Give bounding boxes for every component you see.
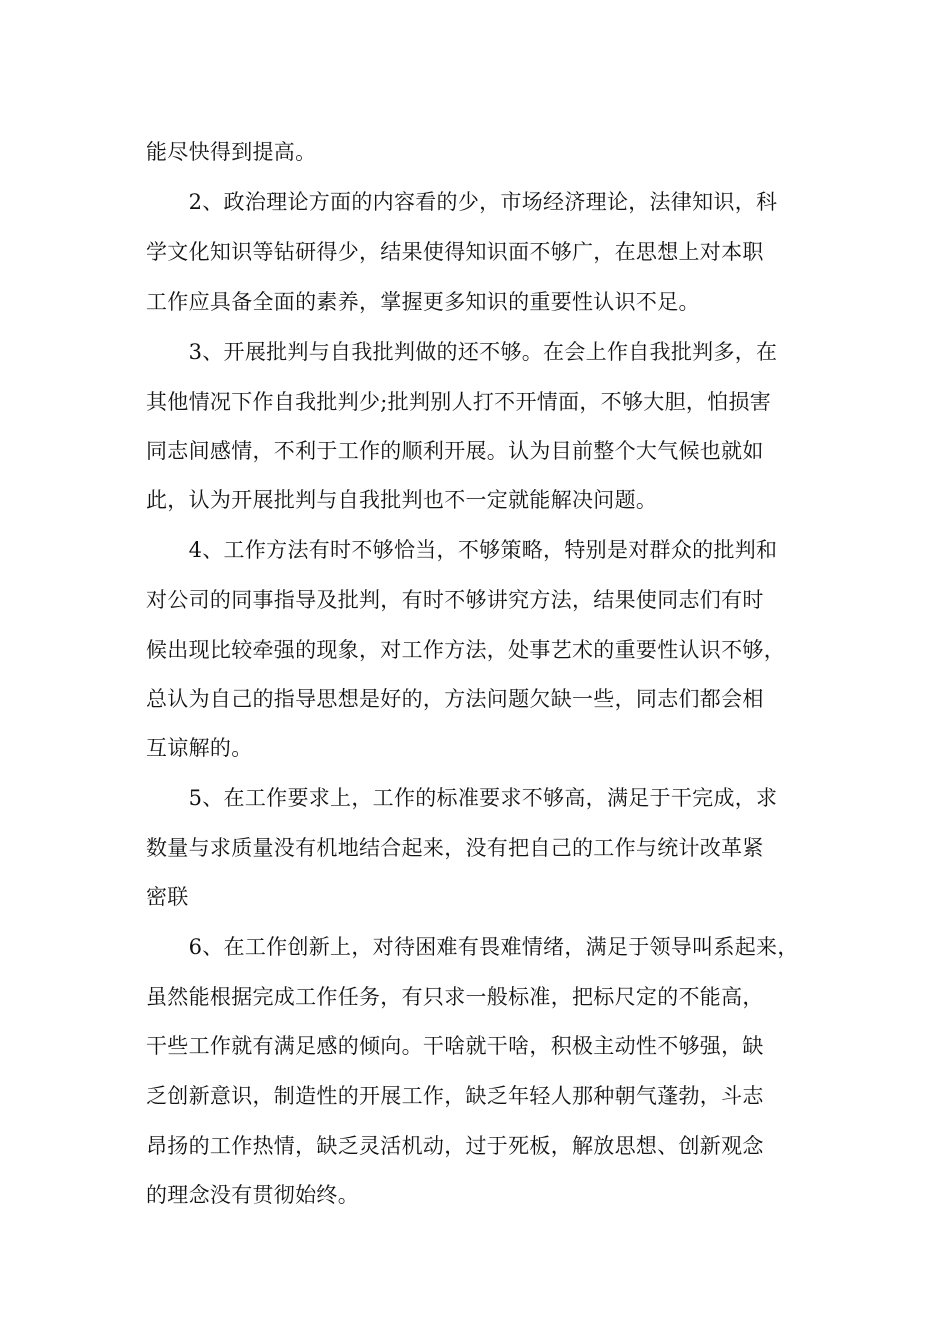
text-line: 昂扬的工作热情，缺乏灵活机动，过于死板，解放思想、创新观念 (146, 1134, 764, 1158)
text-line: 互谅解的。 (146, 736, 253, 760)
text-line: 干些工作就有满足感的倾向。干啥就干啥，积极主动性不够强，缺 (146, 1034, 764, 1058)
text-line: 数量与求质量没有机地结合起来，没有把自己的工作与统计改革紧 (146, 836, 764, 860)
text-line: 对公司的同事指导及批判，有时不够讲究方法，结果使同志们有时 (146, 588, 764, 612)
text-line: 其他情况下作自我批判少;批判别人打不开情面，不够大胆，怕损害 (146, 390, 772, 414)
text-line: 候出现比较牵强的现象，对工作方法，处事艺术的重要性认识不够， (146, 638, 785, 662)
text-line: 密联 (146, 885, 189, 909)
text-line: 的理念没有贯彻始终。 (146, 1183, 359, 1207)
text-line: 2、政治理论方面的内容看的少，市场经济理论，法律知识，科 (146, 190, 778, 214)
text-line: 4、工作方法有时不够恰当，不够策略，特别是对群众的批判和 (146, 538, 778, 562)
text-line: 3、开展批判与自我批判做的还不够。在会上作自我批判多，在 (146, 340, 778, 364)
text-line: 虽然能根据完成工作任务，有只求一般标准，把标尺定的不能高， (146, 985, 764, 1009)
text-line: 5、在工作要求上，工作的标准要求不够高，满足于干完成，求 (146, 786, 778, 810)
text-line: 学文化知识等钻研得少，结果使得知识面不够广，在思想上对本职 (146, 240, 764, 264)
text-line: 6、在工作创新上，对待困难有畏难情绪，满足于领导叫系起来， (146, 935, 799, 959)
text-line: 能尽快得到提高。 (146, 140, 317, 164)
text-line: 乏创新意识，制造性的开展工作，缺乏年轻人那种朝气蓬勃，斗志 (146, 1084, 764, 1108)
text-line: 总认为自己的指导思想是好的，方法问题欠缺一些，同志们都会相 (146, 687, 764, 711)
text-line: 同志间感情，不利于工作的顺利开展。认为目前整个大气候也就如 (146, 439, 764, 463)
text-line: 此，认为开展批判与自我批判也不一定就能解决问题。 (146, 488, 658, 512)
text-line: 工作应具备全面的素养，掌握更多知识的重要性认识不足。 (146, 290, 700, 314)
